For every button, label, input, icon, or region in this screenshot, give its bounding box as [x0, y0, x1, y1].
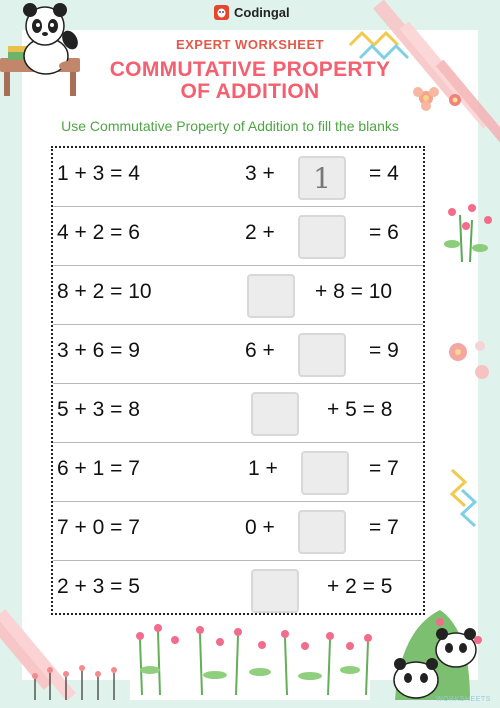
page-title	[60, 59, 440, 103]
title-line-2: OF ADDITION	[180, 80, 320, 103]
equation-suffix: = 7	[369, 457, 399, 480]
equation-prefix: 6 +	[245, 339, 275, 362]
given-equation: 8 + 2 = 10	[57, 280, 152, 303]
answer-box[interactable]	[298, 510, 346, 554]
table-row	[53, 561, 423, 619]
answer-box[interactable]	[251, 569, 299, 613]
equation-suffix: = 6	[369, 221, 399, 244]
codingal-logo	[214, 5, 290, 20]
worksheet-table	[51, 146, 425, 615]
equation-suffix: + 8 = 10	[315, 280, 393, 303]
given-equation: 3 + 6 = 9	[57, 339, 140, 362]
answer-box[interactable]	[247, 274, 295, 318]
answer-box[interactable]	[301, 451, 349, 495]
brand-name: Codingal	[234, 5, 290, 20]
table-row	[53, 207, 423, 266]
equation-suffix: = 7	[369, 516, 399, 539]
table-row	[53, 148, 423, 207]
given-equation: 7 + 0 = 7	[57, 516, 140, 539]
given-equation: 5 + 3 = 8	[57, 398, 140, 421]
answer-box[interactable]	[298, 333, 346, 377]
instruction-text: Use Commutative Property of Addition to fill the blanks	[61, 118, 399, 134]
equation-prefix: 2 +	[245, 221, 275, 244]
table-row	[53, 266, 423, 325]
worksheet-level: EXPERT WORKSHEET	[175, 37, 325, 52]
table-row	[53, 325, 423, 384]
table-row	[53, 384, 423, 443]
equation-suffix: = 9	[369, 339, 399, 362]
given-equation: 2 + 3 = 5	[57, 575, 140, 598]
table-row	[53, 502, 423, 561]
given-equation: 1 + 3 = 4	[57, 162, 140, 185]
penguin-icon	[214, 5, 229, 20]
equation-suffix: + 2 = 5	[327, 575, 393, 598]
answer-box[interactable]: 1	[298, 156, 346, 200]
watermark: WORKSHEETS	[436, 696, 491, 703]
equation-prefix: 0 +	[245, 516, 275, 539]
given-equation: 6 + 1 = 7	[57, 457, 140, 480]
answer-box[interactable]	[251, 392, 299, 436]
title-line-1: COMMUTATIVE PROPERTY	[109, 58, 391, 81]
equation-suffix: = 4	[369, 162, 399, 185]
answer-box[interactable]	[298, 215, 346, 259]
equation-prefix: 1 +	[248, 457, 278, 480]
table-row	[53, 443, 423, 502]
equation-suffix: + 5 = 8	[327, 398, 393, 421]
given-equation: 4 + 2 = 6	[57, 221, 140, 244]
equation-prefix: 3 +	[245, 162, 275, 185]
